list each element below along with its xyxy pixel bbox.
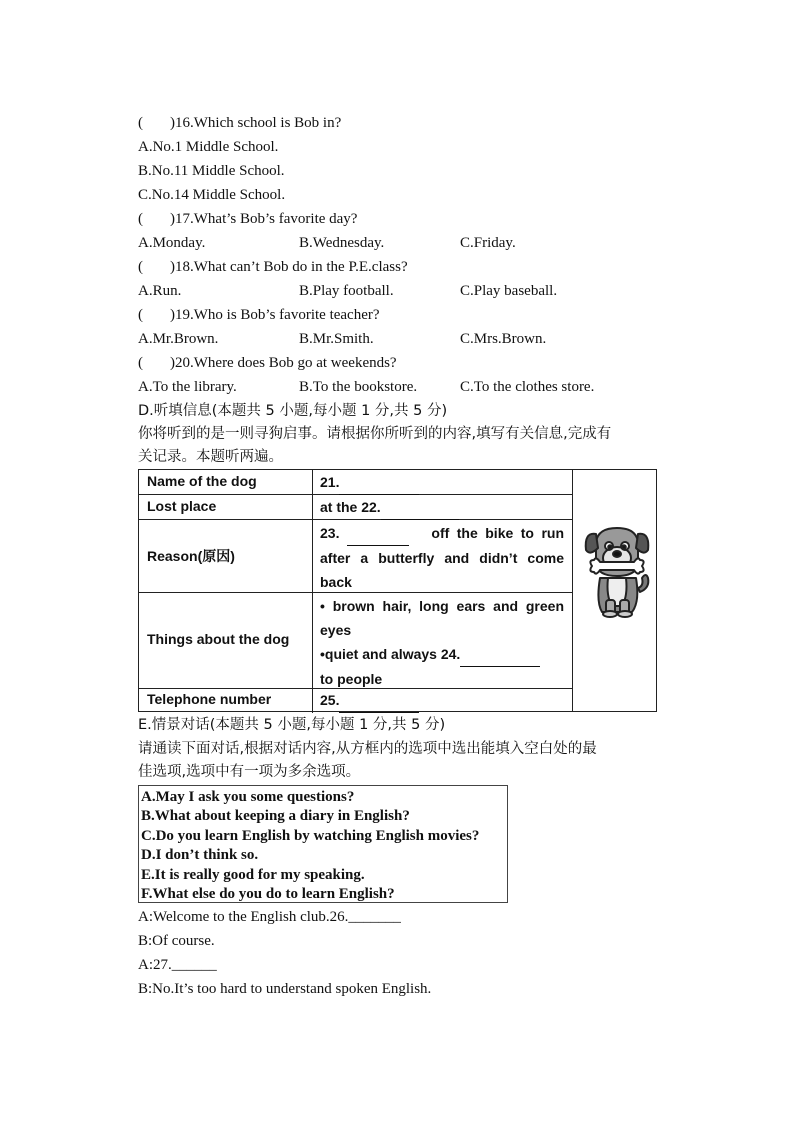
option-20a: A.To the library.: [138, 379, 237, 395]
answer-blank-25[interactable]: [339, 688, 419, 713]
question-stem: 20.Where does Bob go at weekends?: [175, 355, 397, 371]
table-row: [139, 495, 572, 520]
answer-paren[interactable]: ( ): [138, 307, 175, 323]
option-17c: C.Friday.: [460, 235, 516, 251]
question-16: [138, 113, 341, 133]
option-18c: C.Play baseball.: [460, 283, 558, 299]
answer-paren[interactable]: ( ): [138, 211, 175, 227]
answer-paren[interactable]: ( ): [138, 259, 175, 275]
row-value: 25.: [320, 688, 564, 713]
table-row: [139, 520, 572, 593]
dialogue-line: A:Welcome to the English club.26._______: [138, 909, 401, 925]
option-19c: C.Mrs.Brown.: [460, 331, 547, 347]
option-18b: B.Play football.: [299, 283, 394, 299]
choice-b: B.What about keeping a diary in English?: [141, 808, 410, 825]
answer-blank-24[interactable]: [460, 642, 540, 667]
section-e-title: E.情景对话(本题共 5 小题,每小题 1 分,共 5 分): [138, 717, 446, 733]
option-20b: B.To the bookstore.: [299, 379, 418, 395]
choice-d: D.I don’t think so.: [141, 847, 259, 864]
option-20c: C.To the clothes store.: [460, 379, 595, 395]
question-19: [138, 305, 380, 325]
row-value: 23. off the bike to run after a butterfly and didn’t come back: [320, 521, 564, 594]
option-17b: B.Wednesday.: [299, 235, 385, 251]
row-value: 21.: [320, 470, 564, 495]
dog-illustration: [582, 522, 652, 618]
choice-e: E.It is really good for my speaking.: [141, 866, 365, 883]
section-d-instruction: 你将听到的是一则寻狗启事。请根据你所听到的内容,填写有关信息,完成有: [138, 426, 612, 442]
option-16b: B.No.11 Middle School.: [138, 163, 285, 179]
question-20: [138, 353, 397, 373]
row-label: Lost place: [147, 498, 217, 514]
dog-feature-1: • brown hair, long ears and green eyes: [320, 598, 564, 638]
option-16a: A.No.1 Middle School.: [138, 139, 279, 155]
question-stem: 18.What can’t Bob do in the P.E.class?: [175, 259, 408, 275]
section-e-instruction: 请通读下面对话,根据对话内容,从方框内的选项中选出能填入空白处的最: [138, 741, 597, 757]
answer-blank-22[interactable]: [381, 495, 459, 520]
option-19a: A.Mr.Brown.: [138, 331, 219, 347]
dialogue-line: B:Of course.: [138, 933, 215, 949]
dog-feature-2: •quiet and always 24.: [320, 642, 564, 667]
table-row: [139, 470, 572, 495]
choice-c: C.Do you learn English by watching English movies?: [141, 827, 480, 844]
option-19b: B.Mr.Smith.: [299, 331, 374, 347]
answer-paren[interactable]: ( ): [138, 355, 175, 371]
row-value: • brown hair, long ears and green eyes •quiet and always 24. to people: [320, 594, 564, 691]
answer-blank-23[interactable]: [347, 521, 409, 546]
answer-paren[interactable]: ( ): [138, 115, 175, 131]
table-divider: [572, 470, 573, 711]
question-stem: 19.Who is Bob’s favorite teacher?: [175, 307, 380, 323]
dialogue-line: B:No.It’s too hard to understand spoken English.: [138, 981, 432, 997]
lost-dog-table: [138, 469, 657, 712]
row-label: Telephone number: [147, 691, 272, 707]
dialogue-line: A:27.______: [138, 957, 217, 973]
section-e-instruction-cont: 佳选项,选项中有一项为多余选项。: [138, 764, 361, 780]
option-16c: C.No.14 Middle School.: [138, 187, 286, 203]
row-value: at the 22.: [320, 495, 564, 520]
question-stem: 16.Which school is Bob in?: [175, 115, 342, 131]
option-18a: A.Run.: [138, 283, 182, 299]
choice-a: A.May I ask you some questions?: [141, 789, 355, 805]
table-row: [139, 593, 572, 689]
table-row: [139, 689, 572, 713]
answer-blank-21[interactable]: [339, 470, 419, 495]
question-stem: 17.What’s Bob’s favorite day?: [175, 211, 358, 227]
row-label: Things about the dog: [147, 631, 290, 647]
question-18: [138, 257, 408, 277]
row-label: Reason(原因): [147, 548, 235, 564]
option-17a: A.Monday.: [138, 235, 206, 251]
question-17: [138, 209, 357, 229]
choices-box: [138, 785, 508, 903]
section-d-title: D.听填信息(本题共 5 小题,每小题 1 分,共 5 分): [138, 403, 448, 419]
choice-f: F.What else do you do to learn English?: [141, 886, 395, 903]
section-d-instruction-cont: 关记录。本题听两遍。: [138, 449, 283, 465]
row-label: Name of the dog: [147, 473, 257, 489]
